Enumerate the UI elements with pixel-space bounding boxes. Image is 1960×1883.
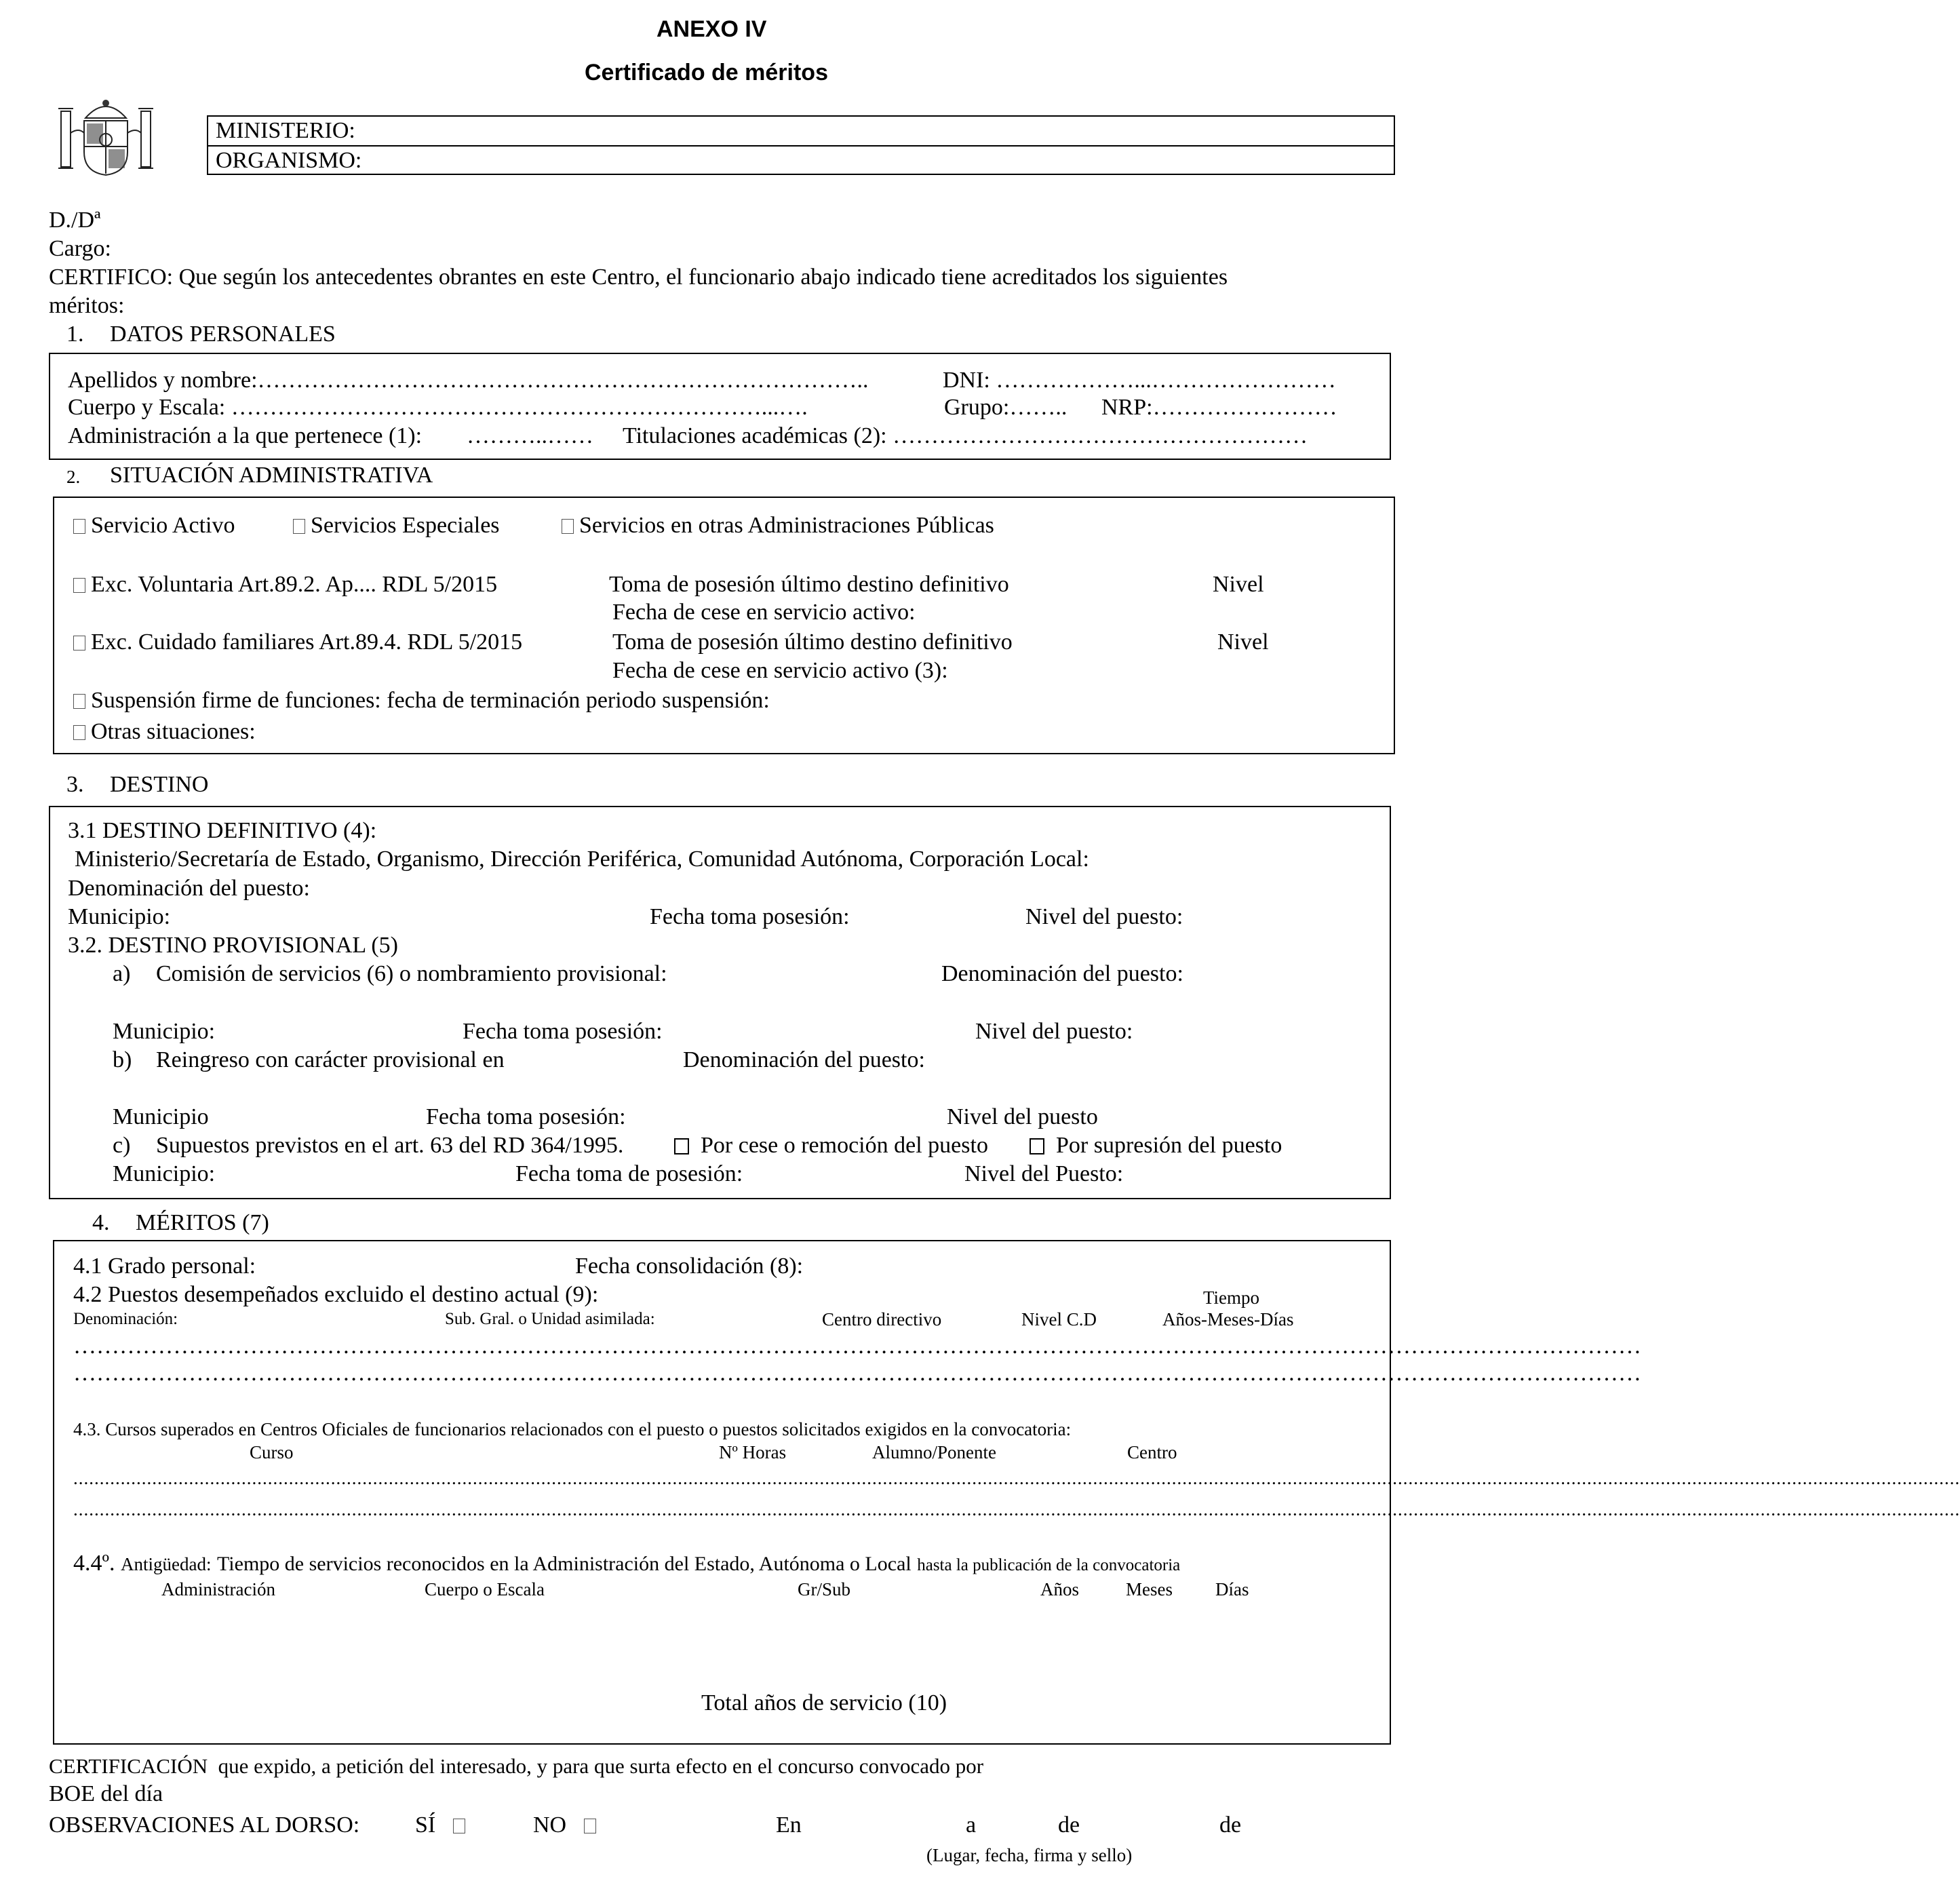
titulaciones-field[interactable]: Titulaciones académicas (2): ……………………………………………… — [623, 423, 1308, 448]
suspension-option[interactable]: Suspensión firme de funciones: fecha de terminación periodo suspensión: — [73, 689, 770, 712]
total-anos-servicio-label: Total años de servicio (10) — [701, 1690, 947, 1715]
col-alumno-ponente: Alumno/Ponente — [872, 1442, 996, 1462]
section-1-number: 1. — [66, 322, 84, 347]
section-3-number: 3. — [66, 772, 84, 797]
b-municipio-label: Municipio — [113, 1104, 209, 1129]
section-2-number: 2. — [66, 467, 81, 487]
b-label: b) — [113, 1047, 132, 1072]
toma-posesion-label-2: Toma de posesión último destino definitivo — [612, 629, 1013, 655]
toma-posesion-label-1: Toma de posesión último destino definitivo — [609, 572, 1009, 597]
col-anos-meses-dias: Años-Meses-Días — [1162, 1309, 1294, 1329]
checkbox[interactable] — [584, 1819, 596, 1833]
boe-label: BOE del día — [49, 1781, 163, 1806]
a-denominacion-label: Denominación del puesto: — [941, 961, 1183, 986]
certificacion-line: CERTIFICACIÓN que expido, a petición del interesado, y para que surta efecto en el concurso convocado por — [49, 1754, 984, 1778]
coat-of-arms-icon — [56, 92, 156, 180]
def-municipio-label: Municipio: — [68, 904, 171, 929]
fecha-cese-label-2: Fecha de cese en servicio activo (3): — [612, 658, 948, 683]
c-text: Supuestos previstos en el art. 63 del RD 364/1995. — [156, 1133, 624, 1158]
fecha-cese-label-1: Fecha de cese en servicio activo: — [612, 600, 916, 625]
org-box — [207, 115, 1395, 175]
dd-label: D./Dª — [49, 208, 101, 233]
servicios-especiales-option[interactable]: Servicios Especiales — [293, 514, 500, 537]
otras-administraciones-option[interactable]: Servicios en otras Administraciones Públicas — [562, 514, 994, 537]
observaciones-no-option[interactable]: NO — [533, 1814, 602, 1837]
nivel-label-2: Nivel — [1217, 629, 1269, 655]
ministerio-label: MINISTERIO: — [216, 118, 355, 143]
de-label-1: de — [1058, 1812, 1080, 1838]
dni-field[interactable]: DNI: ………………...…………………… — [943, 368, 1336, 393]
section-1-title: DATOS PERSONALES — [110, 322, 336, 347]
checkbox[interactable] — [674, 1138, 689, 1154]
en-label: En — [776, 1812, 802, 1838]
page-title: Certificado de méritos — [585, 60, 828, 85]
administracion-field[interactable]: ………..…… — [467, 423, 593, 448]
servicio-activo-option[interactable]: Servicio Activo — [73, 514, 235, 537]
grupo-field[interactable]: Grupo:…….. — [944, 395, 1067, 420]
c-fecha-label: Fecha toma de posesión: — [515, 1161, 743, 1186]
checkbox[interactable] — [73, 519, 85, 534]
destino-definitivo-title: 3.1 DESTINO DEFINITIVO (4): — [68, 818, 377, 843]
certifico-text: CERTIFICO: Que según los antecedentes obrantes en este Centro, el funcionario abajo indicado tiene acreditados los siguientes — [49, 265, 1228, 290]
a-label: a) — [113, 961, 131, 986]
puestos-row-2[interactable]: …………………………………………………………………………………………………………………………………………………………………………………… — [73, 1361, 1641, 1386]
a-text: Comisión de servicios (6) o nombramiento provisional: — [156, 961, 667, 986]
section-4-number: 4. — [92, 1210, 110, 1235]
a-nivel-label: Nivel del puesto: — [975, 1019, 1133, 1044]
col-denominacion: Denominación: — [73, 1310, 178, 1328]
a-municipio-label: Municipio: — [113, 1019, 216, 1044]
antiguedad-line: 4.4º. Antigüedad: Tiempo de servicios reconocidos en la Administración del Estado, Autónoma o Local hasta la publicación de la convocatoria — [73, 1551, 1181, 1576]
def-denominacion-label: Denominación del puesto: — [68, 876, 310, 901]
c-nivel-label: Nivel del Puesto: — [964, 1161, 1124, 1186]
checkbox[interactable] — [293, 519, 305, 534]
checkbox[interactable] — [73, 694, 85, 709]
b-text: Reingreso con carácter provisional en — [156, 1047, 505, 1072]
grado-personal-label: 4.1 Grado personal: — [73, 1254, 256, 1279]
nivel-label-1: Nivel — [1213, 572, 1264, 597]
certifico-text-2: méritos: — [49, 293, 125, 318]
checkbox[interactable] — [562, 519, 574, 534]
exc-cuidado-option[interactable]: Exc. Cuidado familiares Art.89.4. RDL 5/2015 — [73, 631, 522, 654]
observaciones-label: OBSERVACIONES AL DORSO: — [49, 1812, 360, 1838]
cursos-row-1[interactable]: ....................................................................................................................................................................................................................................................................................................................................................................... — [73, 1468, 1960, 1488]
col-centro: Centro — [1127, 1442, 1177, 1462]
destino-definitivo-line: Ministerio/Secretaría de Estado, Organismo, Dirección Periférica, Comunidad Autónoma, Corporación Local: — [75, 847, 1089, 872]
cese-remocion-option[interactable]: Por cese o remoción del puesto — [674, 1134, 988, 1157]
cursos-row-2[interactable]: ....................................................................................................................................................................................................................................................................................................................................................................... — [73, 1499, 1960, 1519]
checkbox[interactable] — [73, 636, 85, 651]
annex-title: ANEXO IV — [656, 16, 767, 42]
fecha-consolidacion-label: Fecha consolidación (8): — [575, 1254, 804, 1279]
otras-situaciones-option[interactable]: Otras situaciones: — [73, 720, 256, 743]
b-fecha-label: Fecha toma posesión: — [426, 1104, 626, 1129]
section-3-title: DESTINO — [110, 772, 209, 797]
a-fecha-label: Fecha toma posesión: — [463, 1019, 663, 1044]
supresion-option[interactable]: Por supresión del puesto — [1030, 1134, 1282, 1157]
organismo-label: ORGANISMO: — [216, 148, 362, 173]
col-meses: Meses — [1126, 1579, 1173, 1599]
def-fecha-label: Fecha toma posesión: — [650, 904, 850, 929]
col-subgral: Sub. Gral. o Unidad asimilada: — [445, 1310, 655, 1328]
col-administracion: Administración — [161, 1579, 275, 1599]
c-label: c) — [113, 1133, 131, 1158]
b-nivel-label: Nivel del puesto — [947, 1104, 1098, 1129]
col-nivel-cd: Nivel C.D — [1021, 1309, 1097, 1329]
checkbox[interactable] — [73, 725, 85, 740]
a-label-footer: a — [966, 1812, 977, 1838]
col-curso: Curso — [250, 1442, 294, 1462]
col-anos: Años — [1040, 1579, 1080, 1599]
checkbox[interactable] — [453, 1819, 465, 1833]
exc-voluntaria-option[interactable]: Exc. Voluntaria Art.89.2. Ap.... RDL 5/2015 — [73, 573, 497, 596]
nrp-field[interactable]: NRP:…………………… — [1101, 395, 1337, 420]
administracion-label: Administración a la que pertenece (1): — [68, 423, 423, 448]
puestos-row-1[interactable]: …………………………………………………………………………………………………………………………………………………………………………………… — [73, 1334, 1641, 1359]
destino-provisional-title: 3.2. DESTINO PROVISIONAL (5) — [68, 933, 398, 958]
section-2-title: SITUACIÓN ADMINISTRATIVA — [110, 463, 433, 488]
cargo-label: Cargo: — [49, 236, 111, 261]
cuerpo-escala-field[interactable]: Cuerpo y Escala: ……………………………………………………………...…. — [68, 395, 808, 420]
b-denominacion-label: Denominación del puesto: — [683, 1047, 925, 1072]
puestos-desempenados-label: 4.2 Puestos desempeñados excluido el destino actual (9): — [73, 1282, 599, 1307]
checkbox[interactable] — [1030, 1138, 1044, 1154]
col-centro-directivo: Centro directivo — [822, 1309, 942, 1329]
def-nivel-label: Nivel del puesto: — [1025, 904, 1183, 929]
col-horas: Nº Horas — [719, 1442, 787, 1462]
col-dias: Días — [1215, 1579, 1249, 1599]
section-4-title: MÉRITOS (7) — [136, 1210, 269, 1235]
col-cuerpo-escala: Cuerpo o Escala — [425, 1579, 545, 1599]
checkbox[interactable] — [73, 578, 85, 593]
tiempo-header: Tiempo — [1203, 1287, 1260, 1308]
c-municipio-label: Municipio: — [113, 1161, 216, 1186]
lugar-fecha-firma-caption: (Lugar, fecha, firma y sello) — [926, 1845, 1133, 1865]
col-gr-sub: Gr/Sub — [798, 1579, 851, 1599]
de-label-2: de — [1219, 1812, 1242, 1838]
observaciones-si-option[interactable]: SÍ — [415, 1814, 471, 1837]
apellidos-field[interactable]: Apellidos y nombre:…………………………………………………………………….. — [68, 368, 869, 393]
cursos-label: 4.3. Cursos superados en Centros Oficiales de funcionarios relacionados con el puesto o puestos solicitados exigidos en la convocatoria: — [73, 1419, 1072, 1439]
